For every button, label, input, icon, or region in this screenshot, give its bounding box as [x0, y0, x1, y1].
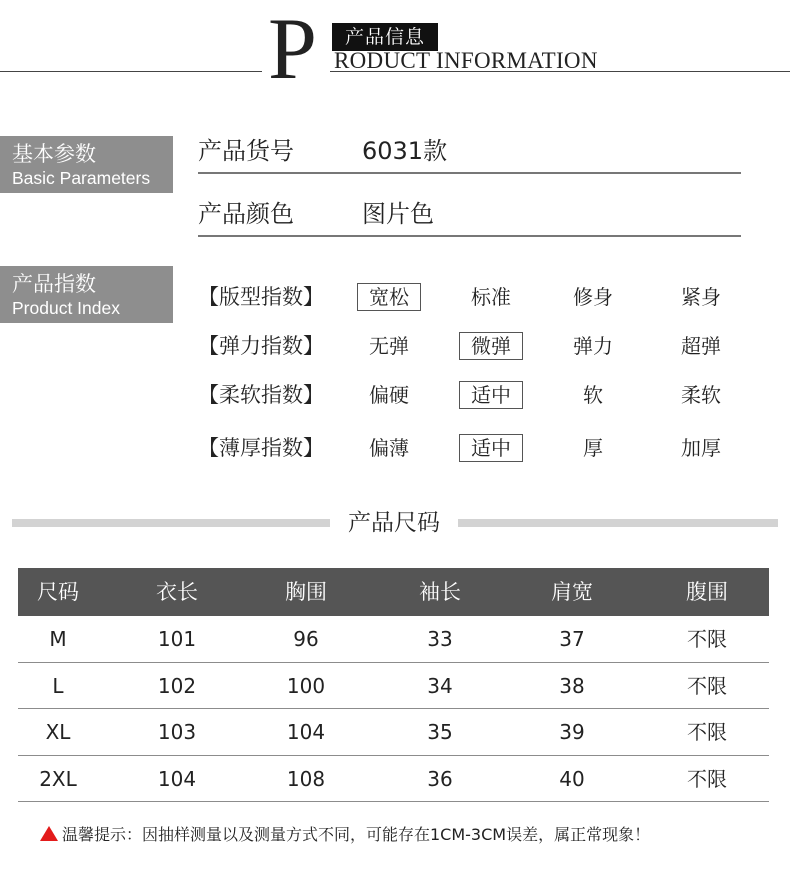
basic-params-label-cn: 基本参数 — [12, 142, 96, 166]
index-row-label: 【薄厚指数】 — [198, 436, 324, 460]
table-cell: 40 — [559, 766, 585, 791]
header-title-en: RODUCT INFORMATION — [334, 48, 598, 73]
table-cell: 102 — [157, 673, 197, 698]
index-option: 微弹 — [458, 331, 524, 361]
table-cell: M — [49, 627, 67, 651]
index-option: 适中 — [458, 380, 524, 410]
table-cell: 104 — [286, 720, 326, 744]
header-cell-sleeve: 袖长 — [419, 580, 461, 604]
index-row-thickness — [198, 433, 758, 463]
header-cell-shoulder: 肩宽 — [551, 580, 593, 604]
size-divider-left — [12, 519, 330, 527]
index-row-label: 【版型指数】 — [198, 285, 324, 309]
table-cell: 不限 — [687, 766, 727, 791]
param-value: 6031款 — [362, 137, 448, 165]
table-row — [18, 756, 769, 803]
table-cell: 2XL — [39, 766, 77, 791]
size-divider-right — [458, 519, 778, 527]
table-cell: 100 — [286, 673, 326, 698]
header-cell-waist: 腹围 — [686, 580, 728, 604]
table-cell: L — [52, 673, 64, 698]
index-option: 标准 — [471, 285, 511, 309]
index-option: 软 — [583, 383, 603, 407]
table-cell: 不限 — [687, 627, 727, 651]
measurement-note-text: 温馨提示：因抽样测量以及测量方式不同，可能存在1CM-3CM误差，属正常现象！ — [62, 825, 651, 844]
table-row — [18, 709, 769, 756]
basic-params-label — [0, 136, 173, 193]
index-option: 宽松 — [356, 282, 422, 312]
param-key: 产品货号 — [198, 137, 294, 165]
index-option: 超弹 — [681, 334, 721, 358]
index-row-elasticity — [198, 331, 758, 361]
measurement-note — [40, 823, 650, 847]
basic-params-label-en: Basic Parameters — [12, 168, 151, 188]
param-row-item-number — [198, 134, 741, 174]
header-cell-size: 尺码 — [37, 580, 79, 604]
table-cell: 35 — [427, 720, 453, 744]
index-row-label: 【弹力指数】 — [198, 334, 324, 358]
header-cell-chest: 胸围 — [285, 580, 327, 604]
param-key: 产品颜色 — [198, 200, 294, 228]
index-option: 紧身 — [681, 285, 721, 309]
table-cell: 34 — [427, 673, 453, 698]
table-cell: XL — [45, 720, 71, 744]
table-cell: 不限 — [687, 720, 727, 744]
index-row-fit — [198, 282, 758, 312]
table-cell: 36 — [427, 766, 453, 791]
table-cell: 不限 — [687, 673, 727, 698]
index-option: 柔软 — [681, 383, 721, 407]
table-row — [18, 616, 769, 663]
product-index-label — [0, 266, 173, 323]
index-option: 偏薄 — [369, 436, 409, 460]
index-option: 厚 — [583, 436, 603, 460]
product-index-label-en: Product Index — [12, 298, 120, 318]
size-table — [18, 568, 769, 802]
param-row-color — [198, 197, 741, 237]
param-value: 图片色 — [362, 200, 434, 228]
table-cell: 33 — [427, 627, 453, 651]
index-option: 修身 — [573, 285, 613, 309]
index-row-label: 【柔软指数】 — [198, 383, 324, 407]
index-option: 偏硬 — [369, 383, 409, 407]
header-big-letter: P — [268, 1, 317, 98]
product-index-label-cn: 产品指数 — [12, 272, 96, 296]
table-cell: 38 — [559, 673, 585, 698]
index-option: 弹力 — [573, 334, 613, 358]
table-cell: 37 — [559, 627, 585, 651]
table-cell: 39 — [559, 720, 585, 744]
table-cell: 101 — [157, 627, 197, 651]
index-option: 加厚 — [681, 436, 721, 460]
index-option: 适中 — [458, 433, 524, 463]
table-cell: 103 — [157, 720, 197, 744]
param-divider — [198, 235, 741, 237]
table-row — [18, 663, 769, 710]
table-cell: 108 — [286, 766, 326, 791]
param-divider — [198, 172, 741, 174]
size-section-title: 产品尺码 — [348, 510, 440, 536]
index-row-softness — [198, 380, 758, 410]
header-rule-left — [0, 71, 262, 72]
index-option: 无弹 — [369, 334, 409, 358]
size-table-header — [18, 568, 769, 616]
table-cell: 96 — [293, 627, 319, 651]
header-title-cn: 产品信息 — [332, 23, 438, 51]
table-cell: 104 — [157, 766, 197, 791]
header-cell-length: 衣长 — [156, 580, 198, 604]
warning-triangle-icon — [40, 826, 58, 841]
